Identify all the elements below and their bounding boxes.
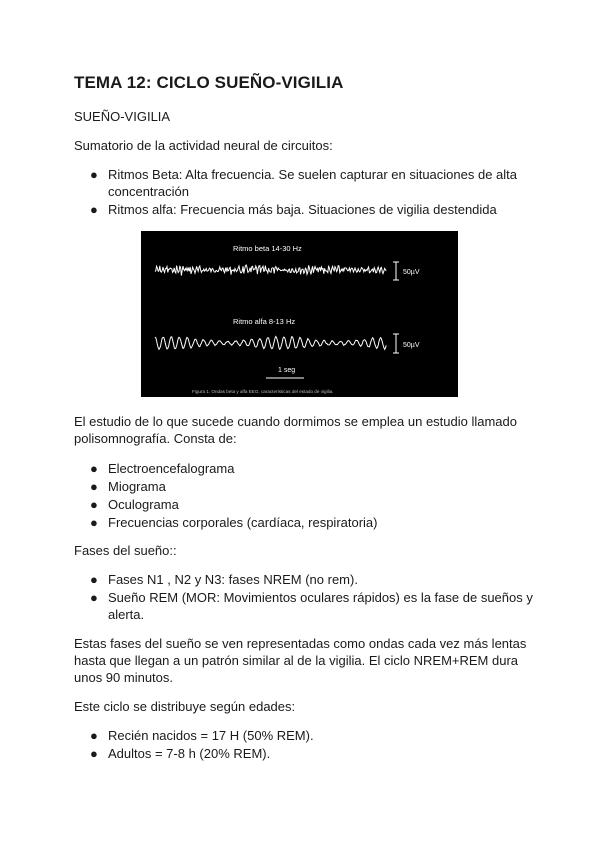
bullet-icon: ● bbox=[90, 202, 98, 217]
list-item-text: Sueño REM (MOR: Movimientos oculares rápidos) es la fase de sueños y alerta. bbox=[108, 590, 533, 622]
list-item bbox=[74, 745, 534, 762]
phases-paragraph: Estas fases del sueño se ven representadas como ondas cada vez más lentas hasta que llegan a un patrón similar al de la vigilia. El ciclo NREM+REM dura unos 90 minutos. bbox=[74, 636, 527, 685]
polysomnography-list bbox=[74, 460, 534, 532]
figure-caption: Figura 1. Ondas beta y alfa EEG, características del estado de vigilia. bbox=[192, 389, 334, 394]
phases-heading: Fases del sueño:: bbox=[74, 543, 177, 558]
bullet-icon: ● bbox=[90, 728, 98, 743]
list-item bbox=[74, 571, 534, 588]
bullet-icon: ● bbox=[90, 479, 98, 494]
list-item-text: Oculograma bbox=[108, 497, 179, 512]
page-title: TEMA 12: CICLO SUEÑO-VIGILIA bbox=[74, 73, 344, 92]
list-item bbox=[74, 496, 534, 513]
alpha-scale-label: 50µV bbox=[403, 342, 420, 349]
list-item bbox=[74, 166, 534, 200]
list-item bbox=[74, 460, 534, 477]
bullet-icon: ● bbox=[90, 461, 98, 476]
beta-scale-label: 50µV bbox=[403, 269, 420, 276]
alpha-label: Ritmo alfa 8-13 Hz bbox=[233, 317, 296, 326]
bullet-icon: ● bbox=[90, 746, 98, 761]
bullet-icon: ● bbox=[90, 167, 98, 182]
list-item bbox=[74, 727, 534, 744]
ages-list bbox=[74, 727, 534, 763]
section-subtitle: SUEÑO-VIGILIA bbox=[74, 109, 171, 124]
list-item-text: Electroencefalograma bbox=[108, 461, 235, 476]
bullet-icon: ● bbox=[90, 497, 98, 512]
list-item-text: Frecuencias corporales (cardíaca, respiratoria) bbox=[108, 515, 378, 530]
intro-paragraph: Sumatorio de la actividad neural de circuitos: bbox=[74, 138, 333, 153]
list-item-text: Recién nacidos = 17 H (50% REM). bbox=[108, 728, 314, 743]
list-item bbox=[74, 589, 534, 623]
alpha-wave bbox=[155, 337, 386, 350]
list-item-text: Adultos = 7-8 h (20% REM). bbox=[108, 746, 271, 761]
list-item-text: Fases N1 , N2 y N3: fases NREM (no rem). bbox=[108, 572, 358, 587]
eeg-figure-svg bbox=[141, 231, 458, 397]
rhythms-list bbox=[74, 166, 534, 219]
list-item bbox=[74, 514, 534, 531]
phases-list bbox=[74, 571, 534, 624]
beta-wave bbox=[155, 265, 386, 276]
eeg-figure bbox=[141, 231, 458, 397]
list-item-text: Ritmos alfa: Frecuencia más baja. Situaciones de vigilia destendida bbox=[108, 202, 497, 217]
polysomnography-paragraph: El estudio de lo que sucede cuando dormimos se emplea un estudio llamado polisomnografía. Consta de: bbox=[74, 414, 517, 446]
bullet-icon: ● bbox=[90, 572, 98, 587]
ages-heading: Este ciclo se distribuye según edades: bbox=[74, 699, 296, 714]
list-item-text: Miograma bbox=[108, 479, 166, 494]
bullet-icon: ● bbox=[90, 515, 98, 530]
time-scale-label: 1 seg bbox=[278, 367, 296, 374]
list-item-text: Ritmos Beta: Alta frecuencia. Se suelen capturar en situaciones de alta concentración bbox=[108, 167, 518, 199]
beta-label: Ritmo beta 14-30 Hz bbox=[233, 244, 302, 253]
list-item bbox=[74, 201, 534, 218]
bullet-icon: ● bbox=[90, 590, 98, 605]
list-item bbox=[74, 478, 534, 495]
